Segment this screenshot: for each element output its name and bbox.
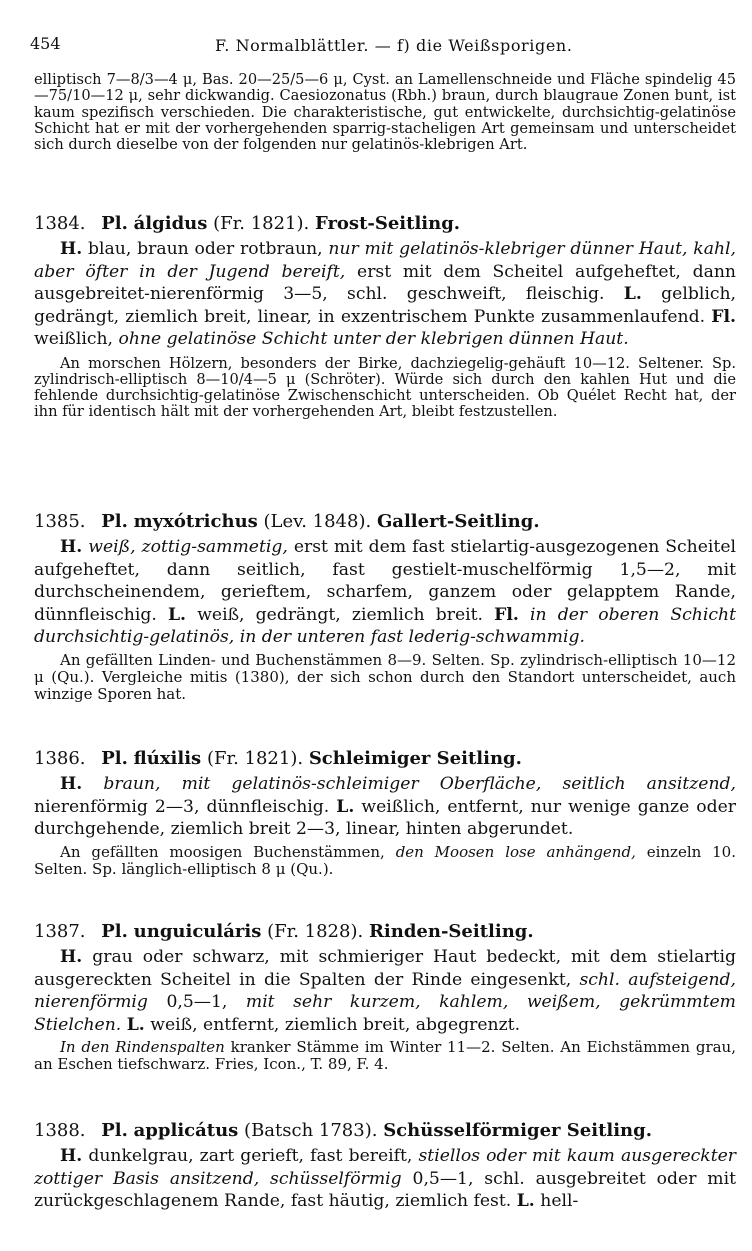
- text-run: erst mit dem Scheitel aufgeheftet, dann ausgebreitet-nierenförmig 3—5, schl. geschweift, fleischig.: [34, 261, 736, 304]
- abbr-label: H.: [60, 239, 83, 259]
- page-number: 454: [30, 34, 61, 53]
- entry-heading: [34, 213, 736, 235]
- entry-description: [34, 238, 736, 351]
- text-run: grau oder schwarz, mit schmieriger Haut bedeckt, mit dem stielartig ausgereckten Scheitel in die Spalten der Rinde eingesenkt,: [34, 947, 736, 990]
- italic-text: weiß, zottig-sammetig,: [88, 537, 288, 557]
- text-run: weiß, entfernt, ziemlich breit, abgegrenzt.: [144, 1014, 521, 1035]
- entry-description: [34, 773, 736, 841]
- entry-author: (Fr. 1821).: [206, 748, 304, 769]
- italic-text: stiellos oder mit kaum ausgereckter zottiger Basis ansitzend, schüsselförmig: [34, 1146, 736, 1189]
- abbr-label: H.: [60, 774, 83, 794]
- abbr-label: L.: [516, 1191, 535, 1211]
- abbr-label: Fl.: [494, 604, 519, 625]
- entry-common-name: Rinden-Seitling.: [368, 921, 534, 942]
- abbr-label: L.: [336, 796, 355, 817]
- entry-species: álgidus: [133, 213, 208, 234]
- entry-genus: Pl.: [101, 1120, 128, 1141]
- text-run: weiß, gedrängt, ziemlich breit.: [186, 604, 495, 625]
- entry-genus: Pl.: [101, 213, 128, 234]
- italic-text: mit sehr kurzem, kahlem, weißem, gekrümmtem Stielchen.: [34, 992, 736, 1035]
- entry-1385: [34, 511, 736, 703]
- text-run: gelblich, gedrängt, ziemlich breit, linear, in exzentrischem Punkte zusammenlaufend.: [34, 284, 736, 327]
- entry-note: [34, 652, 736, 703]
- italic-text: schl. aufsteigend, nierenförmig: [34, 969, 736, 1012]
- entry-species: unguiculáris: [133, 921, 262, 942]
- entry-number: 1385.: [34, 511, 86, 532]
- abbr-label: L.: [167, 604, 187, 625]
- entry-genus: Pl.: [101, 511, 128, 532]
- text-run: dunkelgrau, zart gerieft, fast bereift,: [82, 1146, 419, 1166]
- text-run: blau, braun oder rotbraun,: [82, 239, 329, 259]
- text-run: 0,5—1,: [147, 992, 246, 1012]
- text-run: weißlich, entfernt, nur wenige ganze oder durchgehende, ziemlich breit 2—3, linear, hinten abgerundet.: [34, 796, 736, 839]
- running-head: F. Normalblättler. — f) die Weißsporigen.: [215, 36, 573, 55]
- entry-genus: Pl.: [101, 921, 128, 942]
- entry-common-name: Schüsselförmiger Seitling.: [383, 1120, 653, 1141]
- abbr-label: H.: [60, 1146, 83, 1166]
- italic-text: in der oberen Schicht durchsichtig-gelatinös, in der unteren fast lederig-schwammig.: [34, 604, 736, 647]
- italic-text: nur mit gelatinös-klebriger dünner Haut, kahl, aber öfter in der Jugend bereift,: [34, 239, 736, 282]
- intro-paragraph: elliptisch 7—8/3—4 μ, Bas. 20—25/5—6 μ, Cyst. an Lamellenschneide und Fläche spindelig 45—75/10—12 μ, sehr dickwandig. Caesiozonatus (Rbh.) braun, durch blaugraue Zonen bunt, ist kaum spezifisch verschieden. Die charakteristische, gut entwickelte, durchsichtig-gelatinöse Schicht hat er mit der vorhergehenden sparrig-stacheligen Art gemeinsam und unterscheidet sich durch dieselbe von der folgenden nur gelatinös-klebrigen Art.: [34, 71, 736, 154]
- entry-number: 1388.: [34, 1120, 86, 1141]
- entry-1387: [34, 921, 736, 1073]
- entry-note: [34, 844, 736, 878]
- entry-note: [34, 356, 736, 421]
- text-run: [519, 605, 530, 625]
- entry-common-name: Schleimiger Seitling.: [308, 748, 522, 769]
- text-run: einzeln 10. Selten. Sp. länglich-elliptisch 8 μ (Qu.).: [34, 842, 736, 878]
- abbr-label: L.: [126, 1014, 145, 1035]
- abbr-label: H.: [60, 947, 83, 967]
- entry-author: (Batsch 1783).: [244, 1120, 378, 1141]
- entry-note: [34, 1039, 736, 1073]
- abbr-label: H.: [60, 537, 83, 557]
- entry-species: flúxilis: [133, 748, 202, 769]
- text-run: An morschen Hölzern, besonders der Birke, dachziegelig-gehäuft 10—12. Seltener. Sp. zylindrisch-elliptisch 8—10/4—5 μ (Schröter). Würde sich durch den kahlen Hut und die fehlende durchsichtig-gelatinöse Zwischenschicht unterscheiden. Ob Quélet Recht hat, der ihn für identisch hält mit der vorhergehenden Art, bleibt festzustellen.: [34, 354, 736, 421]
- text-run: 0,5—1, schl. ausgebreitet oder mit zurückgeschlagenem Rande, fast häutig, ziemlich fest.: [34, 1168, 736, 1211]
- text-run: erst mit dem fast stielartig-ausgezogenen Scheitel aufgeheftet, dann seitlich, fast gestielt-muschelförmig 1,5—2, mit durchscheinendem, gerieftem, scharfem, ganzem oder gelapptem Rande, dünnfleischig.: [34, 537, 736, 625]
- entry-species: applicátus: [133, 1120, 239, 1141]
- text-run: nierenförmig 2—3, dünnfleischig.: [34, 796, 337, 817]
- entry-author: (Lev. 1848).: [263, 511, 372, 532]
- entry-common-name: Frost-Seitling.: [314, 213, 461, 234]
- entry-1384: [34, 213, 736, 421]
- entry-heading: [34, 1120, 736, 1142]
- text-run: [82, 774, 103, 794]
- italic-text: den Moosen lose anhängend,: [395, 842, 636, 861]
- entry-description: [34, 536, 736, 649]
- abbr-label: Fl.: [711, 306, 736, 327]
- entry-description: [34, 946, 736, 1036]
- italic-text: ohne gelatinöse Schicht unter der klebrigen dünnen Haut.: [118, 329, 629, 349]
- entry-heading: [34, 921, 736, 943]
- entry-description: [34, 1145, 736, 1213]
- entry-common-name: Gallert-Seitling.: [376, 511, 540, 532]
- entry-genus: Pl.: [101, 748, 128, 769]
- text-run: hell-: [534, 1191, 579, 1211]
- italic-text: braun, mit gelatinös-schleimiger Oberfläche, seitlich ansitzend,: [103, 774, 736, 794]
- text-run: An gefällten moosigen Buchenstämmen,: [60, 842, 396, 861]
- entry-author: (Fr. 1821).: [213, 213, 310, 234]
- italic-text: In den Rindenspalten: [60, 1038, 225, 1056]
- entry-number: 1386.: [34, 748, 86, 769]
- abbr-label: L.: [623, 284, 642, 304]
- entry-heading: [34, 511, 736, 533]
- text-run: An gefällten Linden- und Buchenstämmen 8—9. Selten. Sp. zylindrisch-elliptisch 10—12 μ (Qu.). Vergleiche mitis (1380), der sich schon durch den Standort unterscheidet, auch winzige Sporen hat.: [34, 650, 736, 703]
- entry-heading: [34, 748, 736, 770]
- entry-species: myxótrichus: [133, 511, 258, 532]
- entry-number: 1384.: [34, 213, 86, 234]
- entry-1388: [34, 1120, 736, 1213]
- text-run: weißlich,: [34, 329, 119, 349]
- entry-1386: [34, 748, 736, 878]
- entry-author: (Fr. 1828).: [267, 921, 364, 942]
- text-run: kranker Stämme im Winter 11—2. Selten. An Eichstämmen grau, an Eschen tiefschwarz. Fries, Icon., T. 89, F. 4.: [34, 1038, 736, 1073]
- entry-number: 1387.: [34, 921, 86, 942]
